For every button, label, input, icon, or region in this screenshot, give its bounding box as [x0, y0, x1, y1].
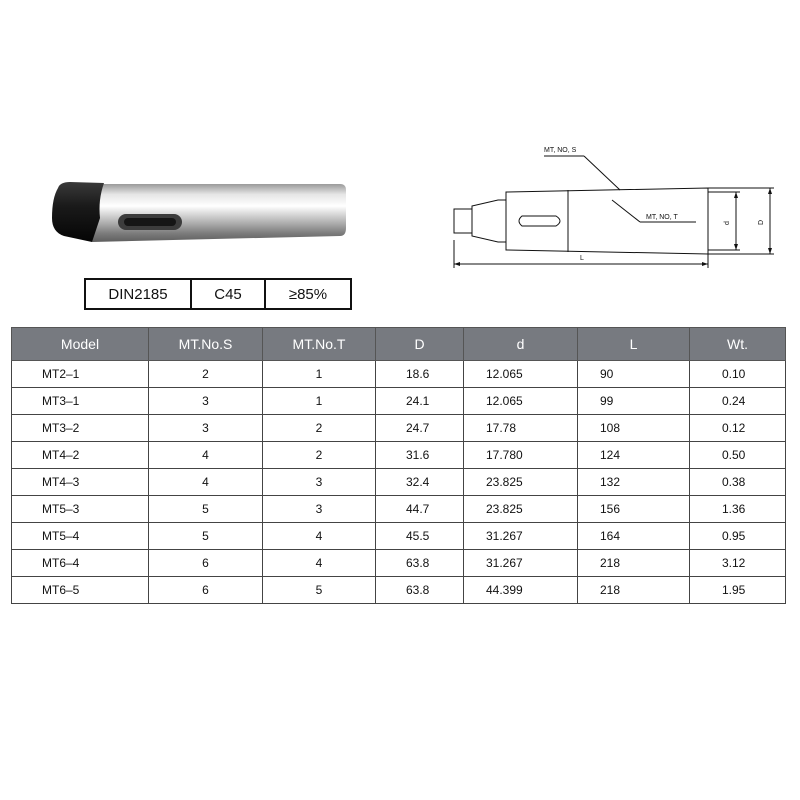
cell-d-large: 31.6: [376, 442, 464, 469]
cell-model: MT6–4: [12, 550, 149, 577]
cell-weight: 1.95: [690, 577, 786, 604]
technical-drawing: [440, 140, 780, 270]
table-header-row: [12, 328, 786, 361]
label-dim-d-small: d: [724, 221, 731, 225]
header-mt-no-s: MT.No.S: [149, 328, 263, 361]
cell-d-small: 12.065: [464, 388, 578, 415]
model-table: [11, 327, 786, 604]
cell-length: 164: [578, 523, 690, 550]
cell-d-small: 23.825: [464, 469, 578, 496]
cell-weight: 0.10: [690, 361, 786, 388]
cell-length: 124: [578, 442, 690, 469]
header-length: L: [578, 328, 690, 361]
cell-d-large: 32.4: [376, 469, 464, 496]
cell-mt-no-s: 6: [149, 550, 263, 577]
cell-model: MT3–2: [12, 415, 149, 442]
taper-sleeve-photo: [40, 170, 360, 250]
cell-d-small: 12.065: [464, 361, 578, 388]
header-weight: Wt.: [690, 328, 786, 361]
label-mt-no-s: MT, NO, S: [544, 147, 577, 154]
cell-model: MT6–5: [12, 577, 149, 604]
cell-d-large: 44.7: [376, 496, 464, 523]
cell-mt-no-t: 3: [263, 496, 376, 523]
cell-weight: 0.38: [690, 469, 786, 496]
cell-length: 218: [578, 550, 690, 577]
cell-model: MT2–1: [12, 361, 149, 388]
cell-d-small: 17.78: [464, 415, 578, 442]
cell-mt-no-t: 1: [263, 388, 376, 415]
table-body: [12, 361, 786, 604]
cell-model: MT5–3: [12, 496, 149, 523]
table-row: [12, 361, 786, 388]
cell-d-small: 31.267: [464, 523, 578, 550]
cell-length: 156: [578, 496, 690, 523]
header-mt-no-t: MT.No.T: [263, 328, 376, 361]
cell-model: MT4–2: [12, 442, 149, 469]
cell-mt-no-s: 6: [149, 577, 263, 604]
cell-d-large: 24.7: [376, 415, 464, 442]
cell-weight: 0.12: [690, 415, 786, 442]
cell-mt-no-t: 4: [263, 523, 376, 550]
cell-model: MT5–4: [12, 523, 149, 550]
cell-mt-no-t: 2: [263, 415, 376, 442]
header-model: Model: [12, 328, 149, 361]
cell-weight: 0.24: [690, 388, 786, 415]
spec-strip: [84, 278, 352, 310]
table-row: [12, 469, 786, 496]
cell-d-large: 45.5: [376, 523, 464, 550]
table-row: [12, 388, 786, 415]
cell-weight: 3.12: [690, 550, 786, 577]
spec-material: C45: [190, 280, 264, 308]
cell-d-large: 63.8: [376, 550, 464, 577]
cell-length: 132: [578, 469, 690, 496]
cell-d-small: 44.399: [464, 577, 578, 604]
cell-mt-no-t: 1: [263, 361, 376, 388]
cell-mt-no-t: 2: [263, 442, 376, 469]
label-dim-d-big: D: [758, 219, 765, 225]
cell-model: MT3–1: [12, 388, 149, 415]
cell-mt-no-s: 4: [149, 442, 263, 469]
cell-d-small: 31.267: [464, 550, 578, 577]
cell-d-small: 17.780: [464, 442, 578, 469]
label-dim-l: L: [580, 255, 584, 262]
table-row: [12, 442, 786, 469]
cell-weight: 0.50: [690, 442, 786, 469]
cell-length: 90: [578, 361, 690, 388]
header-d-large: D: [376, 328, 464, 361]
cell-d-small: 23.825: [464, 496, 578, 523]
table-row: [12, 496, 786, 523]
table-row: [12, 415, 786, 442]
cell-mt-no-t: 5: [263, 577, 376, 604]
table-row: [12, 550, 786, 577]
cell-length: 218: [578, 577, 690, 604]
spec-standard: DIN2185: [108, 285, 168, 303]
cell-weight: 0.95: [690, 523, 786, 550]
spec-hardness: ≥85%: [264, 280, 350, 308]
header-d-small: d: [464, 328, 578, 361]
cell-mt-no-s: 2: [149, 361, 263, 388]
cell-mt-no-s: 3: [149, 388, 263, 415]
cell-weight: 1.36: [690, 496, 786, 523]
cell-mt-no-s: 3: [149, 415, 263, 442]
table-row: [12, 523, 786, 550]
label-mt-no-t: MT, NO, T: [646, 214, 678, 221]
table-row: [12, 577, 786, 604]
cell-mt-no-s: 5: [149, 523, 263, 550]
cell-mt-no-t: 3: [263, 469, 376, 496]
cell-mt-no-t: 4: [263, 550, 376, 577]
cell-length: 99: [578, 388, 690, 415]
cell-model: MT4–3: [12, 469, 149, 496]
cell-mt-no-s: 4: [149, 469, 263, 496]
cell-d-large: 24.1: [376, 388, 464, 415]
cell-length: 108: [578, 415, 690, 442]
cell-mt-no-s: 5: [149, 496, 263, 523]
cell-d-large: 18.6: [376, 361, 464, 388]
cell-d-large: 63.8: [376, 577, 464, 604]
